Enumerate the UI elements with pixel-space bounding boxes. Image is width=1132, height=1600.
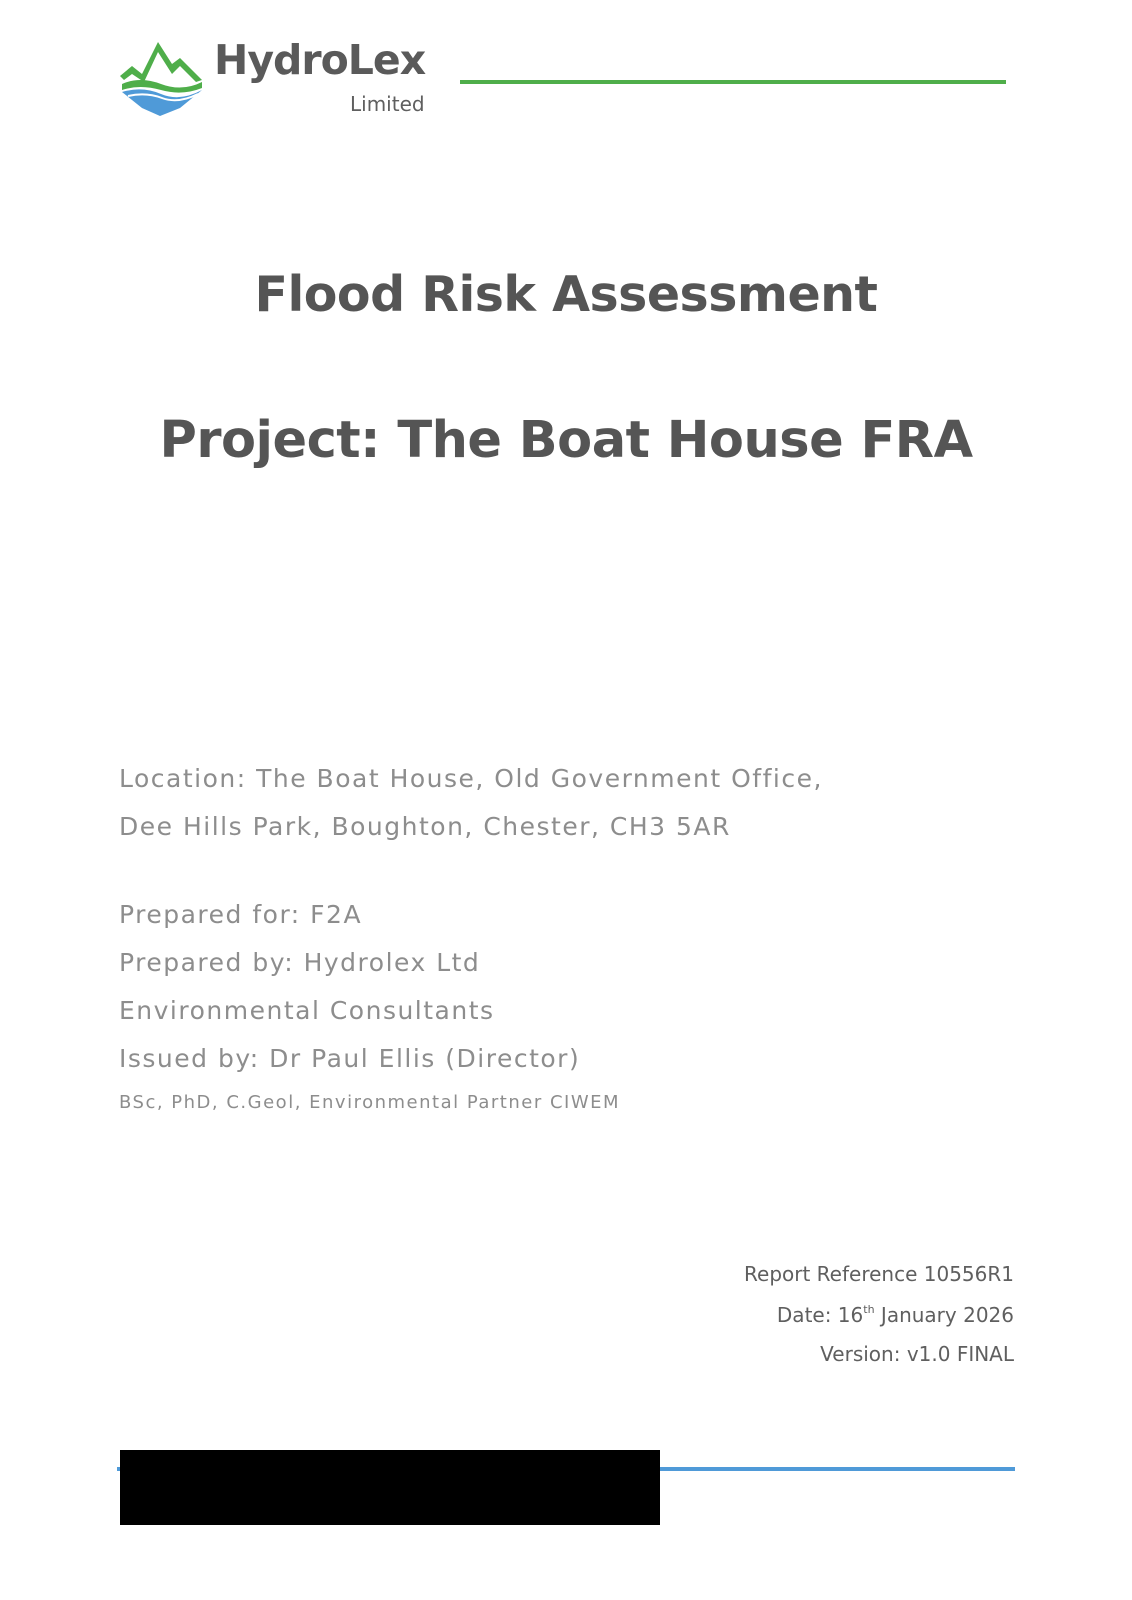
date-rest: January 2026 bbox=[874, 1303, 1014, 1327]
report-version: Version: v1.0 FINAL bbox=[820, 1342, 1014, 1366]
document-title: Flood Risk Assessment bbox=[254, 266, 878, 323]
issued-by: Issued by: Dr Paul Ellis (Director) bbox=[119, 1044, 581, 1073]
date-suffix: th bbox=[863, 1303, 875, 1316]
report-date bbox=[777, 1304, 1014, 1325]
logo-subtitle: Limited bbox=[350, 92, 425, 116]
project-title: Project: The Boat House FRA bbox=[159, 411, 973, 470]
qualifications: BSc, PhD, C.Geol, Environmental Partner CIWEM bbox=[119, 1092, 621, 1113]
hydrolex-logo bbox=[118, 36, 448, 120]
location-line-1: Location: The Boat House, Old Government Office, bbox=[119, 764, 823, 793]
location-line-2: Dee Hills Park, Boughton, Chester, CH3 5AR bbox=[119, 812, 731, 841]
logo-name: HydroLex bbox=[214, 36, 426, 84]
mountain-water-logo-icon bbox=[118, 36, 204, 120]
redaction-block bbox=[120, 1450, 660, 1525]
report-reference: Report Reference 10556R1 bbox=[744, 1262, 1014, 1286]
date-prefix: Date: 16 bbox=[776, 1303, 864, 1327]
prepared-by: Prepared by: Hydrolex Ltd bbox=[119, 948, 481, 977]
prepared-for: Prepared for: F2A bbox=[119, 900, 363, 929]
consultants-line: Environmental Consultants bbox=[119, 996, 495, 1025]
header-divider bbox=[460, 80, 1006, 84]
